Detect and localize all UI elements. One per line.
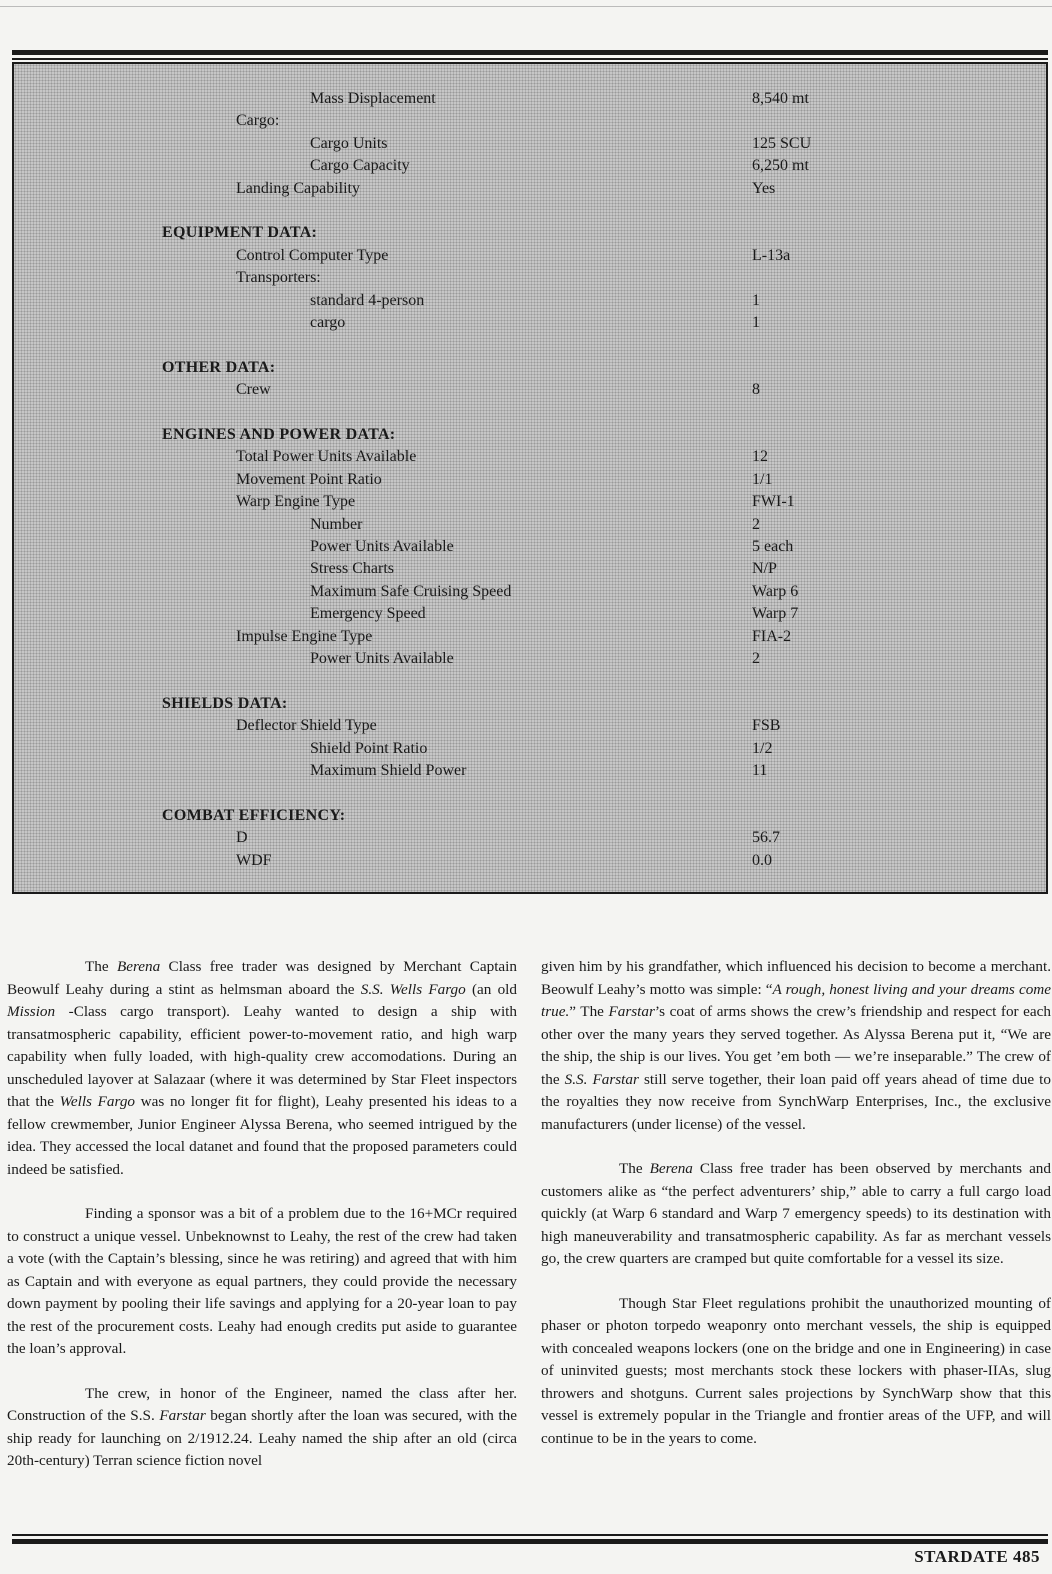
- stats-value: 2: [752, 650, 760, 667]
- stats-row: [14, 133, 1046, 155]
- stats-row: [14, 536, 1046, 558]
- stats-value: Yes: [752, 179, 776, 197]
- stats-row: [14, 738, 1046, 760]
- stats-label: cargo: [310, 314, 346, 331]
- article-column-right: [541, 956, 1051, 1450]
- stats-value: FIA-2: [752, 627, 792, 645]
- stats-value: 11: [752, 762, 768, 779]
- stats-row: [14, 245, 1046, 267]
- stats-label: Cargo:: [236, 112, 280, 130]
- stats-row: [14, 312, 1046, 334]
- stats-label: Landing Capability: [236, 179, 360, 197]
- stats-label: Maximum Safe Cruising Speed: [310, 582, 512, 600]
- stats-label: Power Units Available: [310, 650, 454, 667]
- stats-label: Mass Displacement: [310, 90, 436, 107]
- stats-value: L-13a: [752, 246, 791, 264]
- italic-text: S.S. Farstar: [564, 1070, 639, 1088]
- stats-value: 8: [752, 381, 760, 399]
- stats-section-heading: [14, 693, 1046, 715]
- stats-value: N/P: [752, 560, 777, 578]
- article-paragraph: The Berena Class free trader was designed by Merchant Captain Beowulf Leahy during a stint as helmsman aboard the S.S. Wells Fargo (an old Mission -Class cargo transport). Leahy wanted to design a ship with transatmospheric capability, efficient power-to-movement ratio, and high warp capability when fully loaded, with high-quality crew accomodations. During an unscheduled layover at Salazaar (where it was determined by Star Fleet inspectors that the Wells Fargo was no longer fit for flight), Leahy presented his ideas to a fellow crewmember, Junior Engineer Alyssa Berena, who seemed intrigued by the idea. They accessed the local datanet and found that the proposed parameters could indeed be satisfied.: [7, 958, 517, 1178]
- italic-text: Mission: [7, 1003, 56, 1020]
- stats-label: SHIELDS DATA:: [162, 694, 288, 712]
- page-footer-stardate: STARDATE 485: [914, 1547, 1040, 1566]
- italic-text: Berena: [649, 1160, 693, 1177]
- stats-row: [14, 558, 1046, 580]
- article-paragraph: given him by his grandfather, which influenced his decision to become a merchant. Beowulf Leahy’s motto was simple: “A rough, honest living and your dreams come true.” The Farstar’s coat of arms shows the crew’s friendship and respect for each other over the many years they served together. As Alyssa Berena put it, “We are the ship, the ship is our lives. You get ’em both — we’re inseparable.” The crew of the S.S. Farstar still serve together, their loan paid off years ahead of time due to the royalties they now receive from SynchWarp Enterprises, Inc., the exclusive manufacturers (under license) of the vessel.: [541, 958, 1051, 1133]
- stats-label: EQUIPMENT DATA:: [162, 224, 318, 242]
- stats-row: [14, 446, 1046, 468]
- article-paragraph: Though Star Fleet regulations prohibit the unauthorized mounting of phaser or photon torpedo weaponry onto merchant vessels, the ship is equipped with concealed weapons lockers (one on the bridge and one in Engineering) in case of uninvited guests; most merchants stock these lockers with phaser-IIAs, slug throwers and shotguns. Current sales projections by SynchWarp show that this vessel is extremely popular in the Triangle and frontier areas of the UFP, and will continue to be in the years to come.: [541, 1294, 1051, 1447]
- ship-stats-table: [12, 62, 1048, 894]
- stats-row: [14, 850, 1046, 872]
- stats-label: ENGINES AND POWER DATA:: [162, 426, 396, 443]
- stats-label: Impulse Engine Type: [236, 627, 373, 645]
- stats-row: [14, 379, 1046, 401]
- stats-label: Emergency Speed: [310, 605, 426, 623]
- stats-label: Stress Charts: [310, 560, 394, 578]
- stats-label: standard 4-person: [310, 291, 425, 309]
- stats-label: Number: [310, 515, 363, 533]
- stats-value: 1/2: [752, 739, 773, 757]
- stats-value: 0.0: [752, 851, 772, 869]
- stats-row: [14, 469, 1046, 491]
- stats-label: Shield Point Ratio: [310, 739, 428, 757]
- page-edge-line: [0, 6, 1052, 7]
- stats-row: [14, 110, 1046, 132]
- stats-value: 6,250 mt: [752, 157, 809, 175]
- stats-row: [14, 603, 1046, 625]
- stats-section-heading: [14, 424, 1046, 446]
- stats-row: [14, 581, 1046, 603]
- article-paragraph: The crew, in honor of the Engineer, named the class after her. Construction of the S.S. Farstar began shortly after the loan was secured, with the ship ready for launching on 2/1912.24. Leahy named the ship after an old (circa 20th-century) Terran science fiction novel: [7, 1384, 517, 1469]
- stats-row: [14, 514, 1046, 536]
- stats-label: Deflector Shield Type: [236, 717, 377, 735]
- stats-value: Warp 7: [752, 605, 799, 623]
- top-rule-thin: [12, 58, 1048, 60]
- stats-value: 2: [752, 515, 760, 533]
- stats-label: Crew: [236, 381, 271, 399]
- article-paragraph: Finding a sponsor was a bit of a problem due to the 16+MCr required to construct a unique vessel. Unbeknownst to Leahy, the rest of the crew had taken a vote (with the Captain’s blessing, since he was retiring) and agreed that with him as Captain and with everyone as equal partners, they could provide the necessary down payment by pooling their life savings and applying for a 20-year loan to pay the rest of the procurement costs. Leahy had enough credits put aside to guarantee the loan’s approval.: [7, 1205, 517, 1357]
- bottom-rule-thin: [12, 1534, 1048, 1536]
- italic-text: S.S. Wells Fargo: [360, 980, 466, 998]
- stats-value: 8,540 mt: [752, 90, 809, 107]
- stats-value: 12: [752, 448, 768, 466]
- stats-section-heading: [14, 357, 1046, 379]
- italic-text: Farstar: [159, 1407, 206, 1424]
- stats-label: COMBAT EFFICIENCY:: [162, 806, 346, 824]
- article-paragraph: The Berena Class free trader has been observed by merchants and customers alike as “the perfect adventurers’ ship,” able to carry a full cargo load quickly (at Warp 6 standard and Warp 7 emergency speeds) to its destination with high maneuverability and transatmospheric capability. As far as merchant vessels go, the crew quarters are cramped but quite comfortable for a vessel its size.: [541, 1160, 1051, 1267]
- stats-label: WDF: [236, 851, 272, 869]
- stats-row: [14, 827, 1046, 849]
- stats-row: [14, 491, 1046, 513]
- italic-text: Wells Fargo: [59, 1093, 136, 1110]
- italic-text: A rough, honest living and your dreams come true.: [541, 980, 1051, 1020]
- stats-row: [14, 267, 1046, 289]
- stats-label: Total Power Units Available: [236, 448, 417, 466]
- stats-label: OTHER DATA:: [162, 358, 276, 376]
- bottom-rule-thick: [12, 1539, 1048, 1544]
- top-rule-thick: [12, 50, 1048, 55]
- stats-label: Movement Point Ratio: [236, 470, 382, 488]
- stats-value: 56.7: [752, 829, 780, 847]
- stats-row: [14, 626, 1046, 648]
- stats-row: [14, 155, 1046, 177]
- stats-value: 1: [752, 314, 760, 331]
- stats-label: Warp Engine Type: [236, 493, 356, 511]
- stats-label: D: [236, 829, 248, 847]
- stats-row: [14, 715, 1046, 737]
- italic-text: Farstar: [608, 1003, 655, 1020]
- article-column-left: [7, 956, 517, 1473]
- stats-value: 125 SCU: [752, 134, 812, 152]
- stats-section-heading: [14, 222, 1046, 244]
- stats-label: Transporters:: [236, 269, 321, 287]
- stats-value: 5 each: [752, 538, 794, 555]
- stats-row: [14, 290, 1046, 312]
- stats-value: 1/1: [752, 470, 773, 488]
- stats-row: [14, 648, 1046, 670]
- stats-section-heading: [14, 805, 1046, 827]
- stats-label: Cargo Capacity: [310, 157, 410, 175]
- stats-value: FSB: [752, 717, 781, 735]
- stats-value: 1: [752, 291, 760, 309]
- stats-row: [14, 760, 1046, 782]
- stats-label: Control Computer Type: [236, 246, 389, 264]
- stats-row: [14, 178, 1046, 200]
- stats-label: Maximum Shield Power: [310, 762, 467, 779]
- stats-label: Power Units Available: [310, 538, 454, 555]
- italic-text: Berena: [116, 958, 161, 975]
- stats-value: Warp 6: [752, 582, 799, 600]
- stats-value: FWI-1: [752, 493, 795, 511]
- stats-row: [14, 88, 1046, 110]
- stats-label: Cargo Units: [310, 134, 388, 152]
